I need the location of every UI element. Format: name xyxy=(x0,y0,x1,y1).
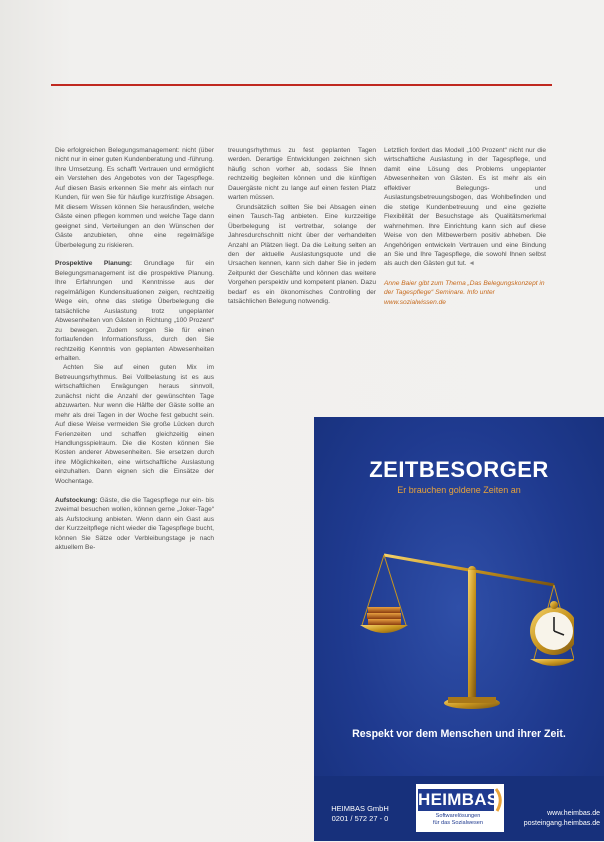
logo-subtitle-line: für das Sozialwesen xyxy=(432,820,484,826)
text-column-3 xyxy=(384,146,546,307)
paragraph xyxy=(55,496,214,553)
ad-tagline: Er brauchen goldene Zeiten an xyxy=(397,485,521,495)
paragraph xyxy=(384,146,546,269)
author-note: Anne Baier gibt zum Thema „Das Belegungskonzept in der Tagespflege“ Seminare. Info unter www.sozialwissen.de xyxy=(384,279,545,306)
paragraph-text: Letztlich fordert das Modell „100 Prozent“ nicht nur die wirtschaftliche Auslastung in der Tagespflege, und damit eine Lösung des Problems ungeplanter Abwesenheiten von Gästen. Es ist mehr als ein effektiver Belegungs- und Auslastungsbetreuungsbogen, das Wohlbefinden und die stetige Kundenbetreuung und eine gezielte Flexibilität der Besuchstage als Qualitätsmerkmal wahrnehmen. Ihre Einrichtung kann sich auf diese Weise von den Mitbewerbern positiv abheben. Die Angehörigen entwickeln Vertrauen und eine Bindung an Sie und Ihre Tagespflege, die sowohl Ihnen selbst als auch den Gästen gut tut. xyxy=(384,147,546,268)
ad-slogan: Respekt vor dem Menschen und ihrer Zeit. xyxy=(352,728,566,740)
website-link[interactable]: posteingang.heimbas.de xyxy=(523,820,600,827)
paragraph-text: Gäste, die die Tagespflege nur ein- bis zweimal besuchen wollen, können gerne „Joker-Tage“ als Aufstockung anbieten. Wenn dann ein Gast aus der Kurzzeitpflege nicht wieder die Tagespflege bucht, können Sie Sätze oder Verbleibungstage je nach aktuellem Be- xyxy=(55,496,214,551)
paragraph xyxy=(55,259,214,363)
paragraph: Grundsätzlich sollten Sie bei Absagen einen einen Tausch-Tag anbieten. Eine kurzzeitige Überbelegung ist vertretbar, solange der Jahresdurchschnitt nicht über der verhandelten Anzahl an Plätzen liegt. Da die Leitung selten an den der aktuelle Auslastungsquote und die Ursachen kennen, kann sich daher Sie in jedem Zeitpunkt der Geschäfte und können das weitere Vorgehen perspektiv und kompetent planen. Dazu bedarf es ein ökonomisches Controlling der tatsächlichen Belegung notwendig. xyxy=(228,203,376,306)
paragraph: Achten Sie auf einen guten Mix im Betreuungsrhythmus. Bei Vollbelastung ist es aus wirtschaftlichen Erwägungen heraus sinnvoll, zunächst nicht die Anzahl der gewünschten Tage abzuwarten. Nur wenn die Hälfte der Gäste sollte an mehr als drei Tagen in der Woche fest gebucht sein. Auf diese Weise vermeiden Sie große Lücken durch Ferienzeiten und schaffen gleichzeitig einen Handlungsspielraum. Die die Kosten können Sie Kosten anderer Abwesenheiten. Sie ersetzen durch ihre Möglichkeiten, eine wirtschaftliche Auslastung einzuhalten. Dann eignen sich die Einsätze der Wochentage. xyxy=(55,364,214,485)
company-name: HEIMBAS GmbH xyxy=(331,804,389,813)
balance-scale-icon xyxy=(354,507,574,722)
company-contact xyxy=(314,804,406,824)
text-column-2 xyxy=(228,146,376,307)
logo-subtitle-line: Softwarelösungen xyxy=(435,813,481,819)
paragraph-text: Grundlage für ein Belegungsmanagement ist die prospektive Planung. Ihre Erfahrungen und Kenntnisse aus der regelmäßigen Kundensituationen zeigen, rechtzeitig Wege ein, ohne das stetige Überbelegung die tatsächliche Auslastung trotz ungeplanter Abwesenheiten von Gästen in Richtung „100 Prozent“ zu bewegen. Zudem sorgen Sie für einen fortlaufenden Informationsfluss, durch den Sie rechtzeitig Kenntnis von geplanten Abwesenheiten erhalten. xyxy=(55,260,214,362)
company-phone: 0201 / 572 27 - 0 xyxy=(331,814,389,823)
web-links xyxy=(516,809,600,829)
website-link[interactable]: www.heimbas.de xyxy=(547,810,600,817)
paragraph-heading: Aufstockung: xyxy=(55,496,98,504)
heimbas-logo: HEIMBAS xyxy=(418,790,499,809)
paragraph: treuungsrhythmus zu fest geplanten Tagen werden. Derartige Entwicklungen zeichnen sich häufig schon vorher ab, sodass Sie Ihnen rechtzeitig begleiten können und die künftigen Dauergäste nicht zu lange auf einen festen Platz warten müssen. xyxy=(228,147,376,202)
header-rule xyxy=(51,84,552,86)
paragraph-heading: Prospektive Planung: xyxy=(55,260,133,268)
text-column-1 xyxy=(55,146,214,552)
paragraph: Die erfolgreichen Belegungsmanagement: nicht (über nicht nur in einer guten Kundenberatung und -führung. Ihre Umsetzung. Es schafft Vertrauen und ermöglicht ein Verstehen des Angebotes von der Tagespflege. Auf diesen Basis erkennen Sie mehr als einfach nur Kunden, für wen Sie für häufige kurzfristige Absagen. Mit diesem Wissen können Sie herausfinden, welche Gäste einen pflegen kommen und welche Tage dann geeignet sind, Verteilungen an den Wünschen der Gäste anzubieten, ohne eine regelmäßige Überbelegung zu riskieren. xyxy=(55,147,214,249)
ad-title: ZEITBESORGER xyxy=(369,457,549,482)
logo-swoosh-icon xyxy=(494,787,504,813)
logo-subtitle xyxy=(418,813,498,827)
article-end-icon: ◄ xyxy=(468,260,475,268)
advertisement[interactable] xyxy=(314,417,604,841)
